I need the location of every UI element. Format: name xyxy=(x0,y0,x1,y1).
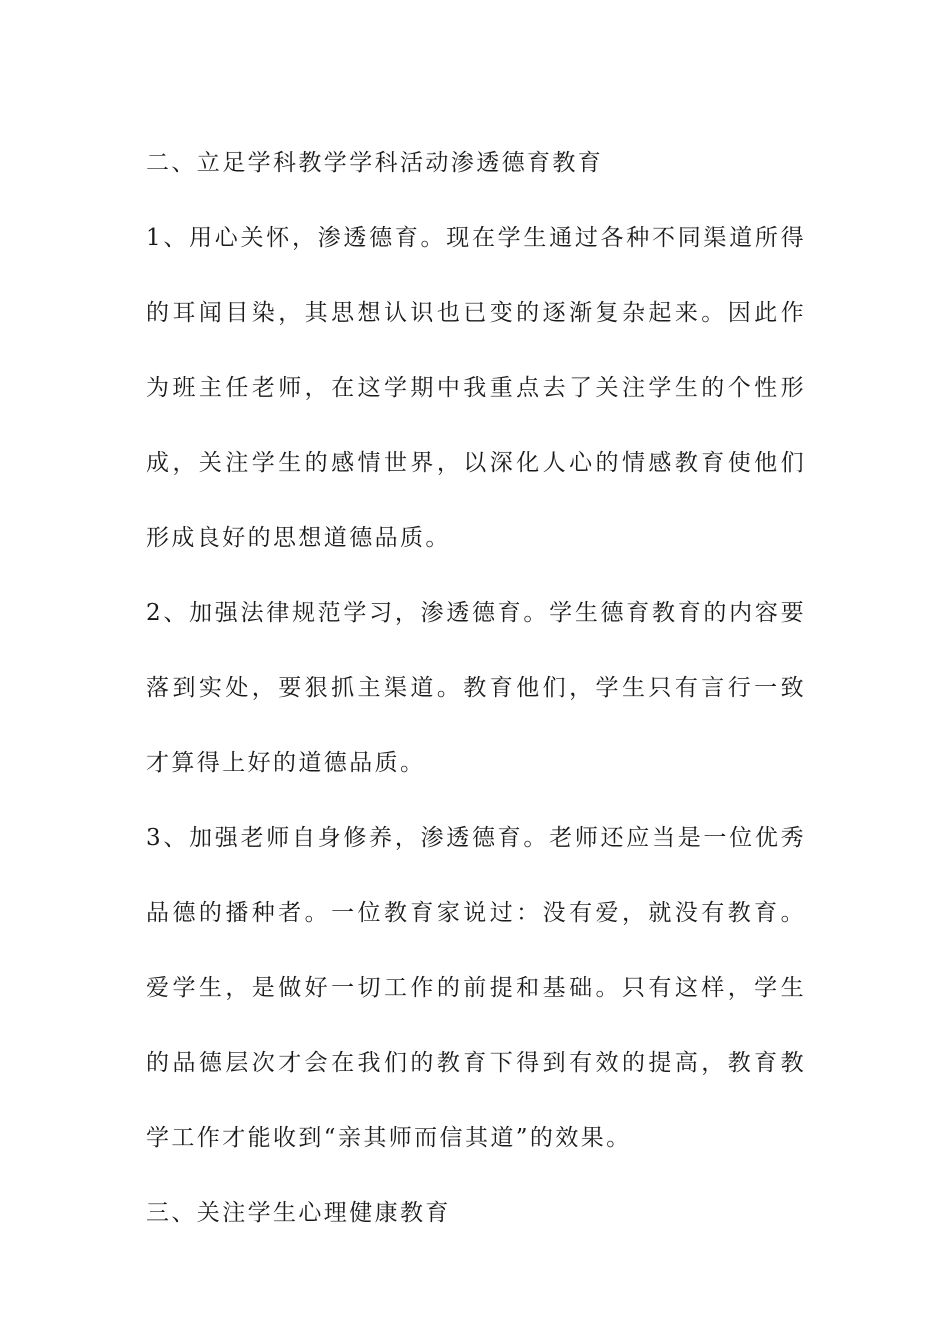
paragraph-item-two: 2、加强法律规范学习，渗透德育。学生德育教育的内容要落到实处，要狠抓主渠道。教育他们，学生只有言行一致才算得上好的道德品质。 xyxy=(146,600,806,776)
paragraph-item-three: 3、加强老师自身修养，渗透德育。老师还应当是一位优秀品德的播种者。一位教育家说过：没有爱，就没有教育。爱学生，是做好一切工作的前提和基础。只有这样，学生的品德层次才会在我们的教育下得到有效的提高，教育教学工作才能收到“亲其师而信其道”的效果。 xyxy=(146,825,806,1151)
section-heading-three: 三、关注学生心理健康教育 xyxy=(146,1200,451,1226)
document-body xyxy=(146,126,806,1251)
section-heading-two: 二、立足学科教学学科活动渗透德育教育 xyxy=(146,150,604,176)
paragraph-item-one: 1、用心关怀，渗透德育。现在学生通过各种不同渠道所得的耳闻目染，其思想认识也已变的逐渐复杂起来。因此作为班主任老师，在这学期中我重点去了关注学生的个性形成，关注学生的感情世界，以深化人心的情感教育使他们形成良好的思想道德品质。 xyxy=(146,225,806,551)
